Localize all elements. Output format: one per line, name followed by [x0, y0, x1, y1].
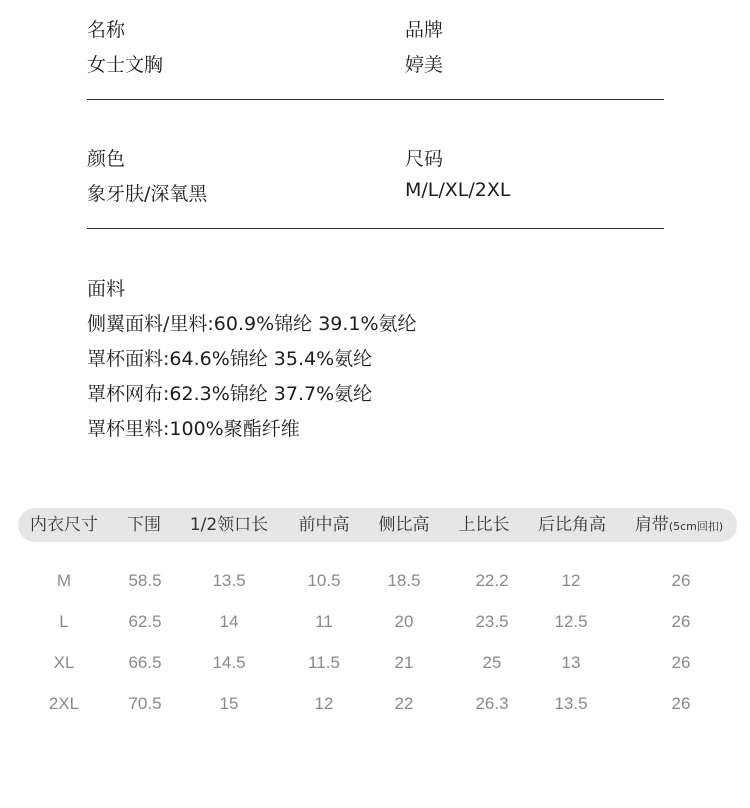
header-cell: 侧比高 [378, 515, 430, 535]
header-cell: 后比角高 [538, 515, 606, 535]
name-label: 名称 [87, 19, 126, 41]
table-cell: 25 [482, 653, 502, 672]
table-row [0, 571, 750, 601]
brand-label: 品牌 [405, 19, 444, 41]
table-cell: 18.5 [387, 571, 421, 590]
divider-2 [87, 228, 664, 229]
material-line: 罩杯网布:62.3%锦纶 37.7%氨纶 [87, 383, 373, 405]
table-cell: 14 [219, 612, 239, 631]
table-cell: L [59, 612, 69, 631]
table-cell: 11.5 [308, 653, 340, 672]
brand-value: 婷美 [405, 54, 444, 76]
material-line: 侧翼面料/里料:60.9%锦纶 39.1%氨纶 [87, 313, 417, 335]
table-cell: 13.5 [554, 694, 588, 713]
material-line: 罩杯面料:64.6%锦纶 35.4%氨纶 [87, 348, 373, 370]
table-cell: 26.3 [475, 694, 509, 713]
header-cell: 前中高 [298, 515, 350, 535]
table-row [0, 612, 750, 642]
table-cell: 21 [394, 653, 414, 672]
table-cell: 12 [561, 571, 581, 590]
table-cell: 58.5 [128, 571, 162, 590]
header-cell: 内衣尺寸 [30, 515, 98, 535]
table-cell: 23.5 [475, 612, 509, 631]
table-row [0, 694, 750, 724]
material-line: 罩杯里料:100%聚酯纤维 [87, 418, 300, 440]
table-cell: 26 [671, 653, 691, 672]
table-cell: 62.5 [128, 612, 162, 631]
table-row [0, 653, 750, 683]
table-cell: 15 [219, 694, 239, 713]
table-cell: 26 [671, 571, 691, 590]
table-cell: 12 [314, 694, 334, 713]
size-value: M/L/XL/2XL [405, 179, 511, 201]
table-cell: 22 [394, 694, 414, 713]
header-cell: 肩带 [634, 515, 669, 535]
table-cell: 20 [394, 612, 414, 631]
table-cell: M [56, 571, 72, 590]
table-cell: 22.2 [475, 571, 509, 590]
header-note: (5cm回扣) [668, 520, 724, 533]
table-cell: 12.5 [554, 612, 588, 631]
table-cell: 13 [561, 653, 581, 672]
table-cell: 13.5 [212, 571, 246, 590]
table-cell: 26 [671, 694, 691, 713]
name-value: 女士文胸 [87, 54, 164, 76]
color-label: 颜色 [87, 148, 126, 170]
table-cell: 26 [671, 612, 691, 631]
table-cell: 66.5 [128, 653, 162, 672]
table-cell: 10.5 [307, 571, 341, 590]
header-cell: 上比长 [458, 515, 510, 535]
color-value: 象牙肤/深氧黑 [87, 183, 208, 205]
size-table-header [18, 508, 737, 542]
table-cell: 70.5 [128, 694, 162, 713]
material-title: 面料 [87, 278, 126, 300]
table-cell: 11 [315, 612, 333, 631]
size-label: 尺码 [405, 148, 444, 170]
header-cell: 下围 [127, 515, 161, 535]
header-cell-shoulder [635, 508, 723, 542]
table-cell: 14.5 [212, 653, 246, 672]
divider-1 [87, 99, 664, 100]
table-cell: XL [53, 653, 75, 672]
header-cell: 1/2领口长 [189, 515, 269, 535]
table-cell: 2XL [48, 694, 80, 713]
